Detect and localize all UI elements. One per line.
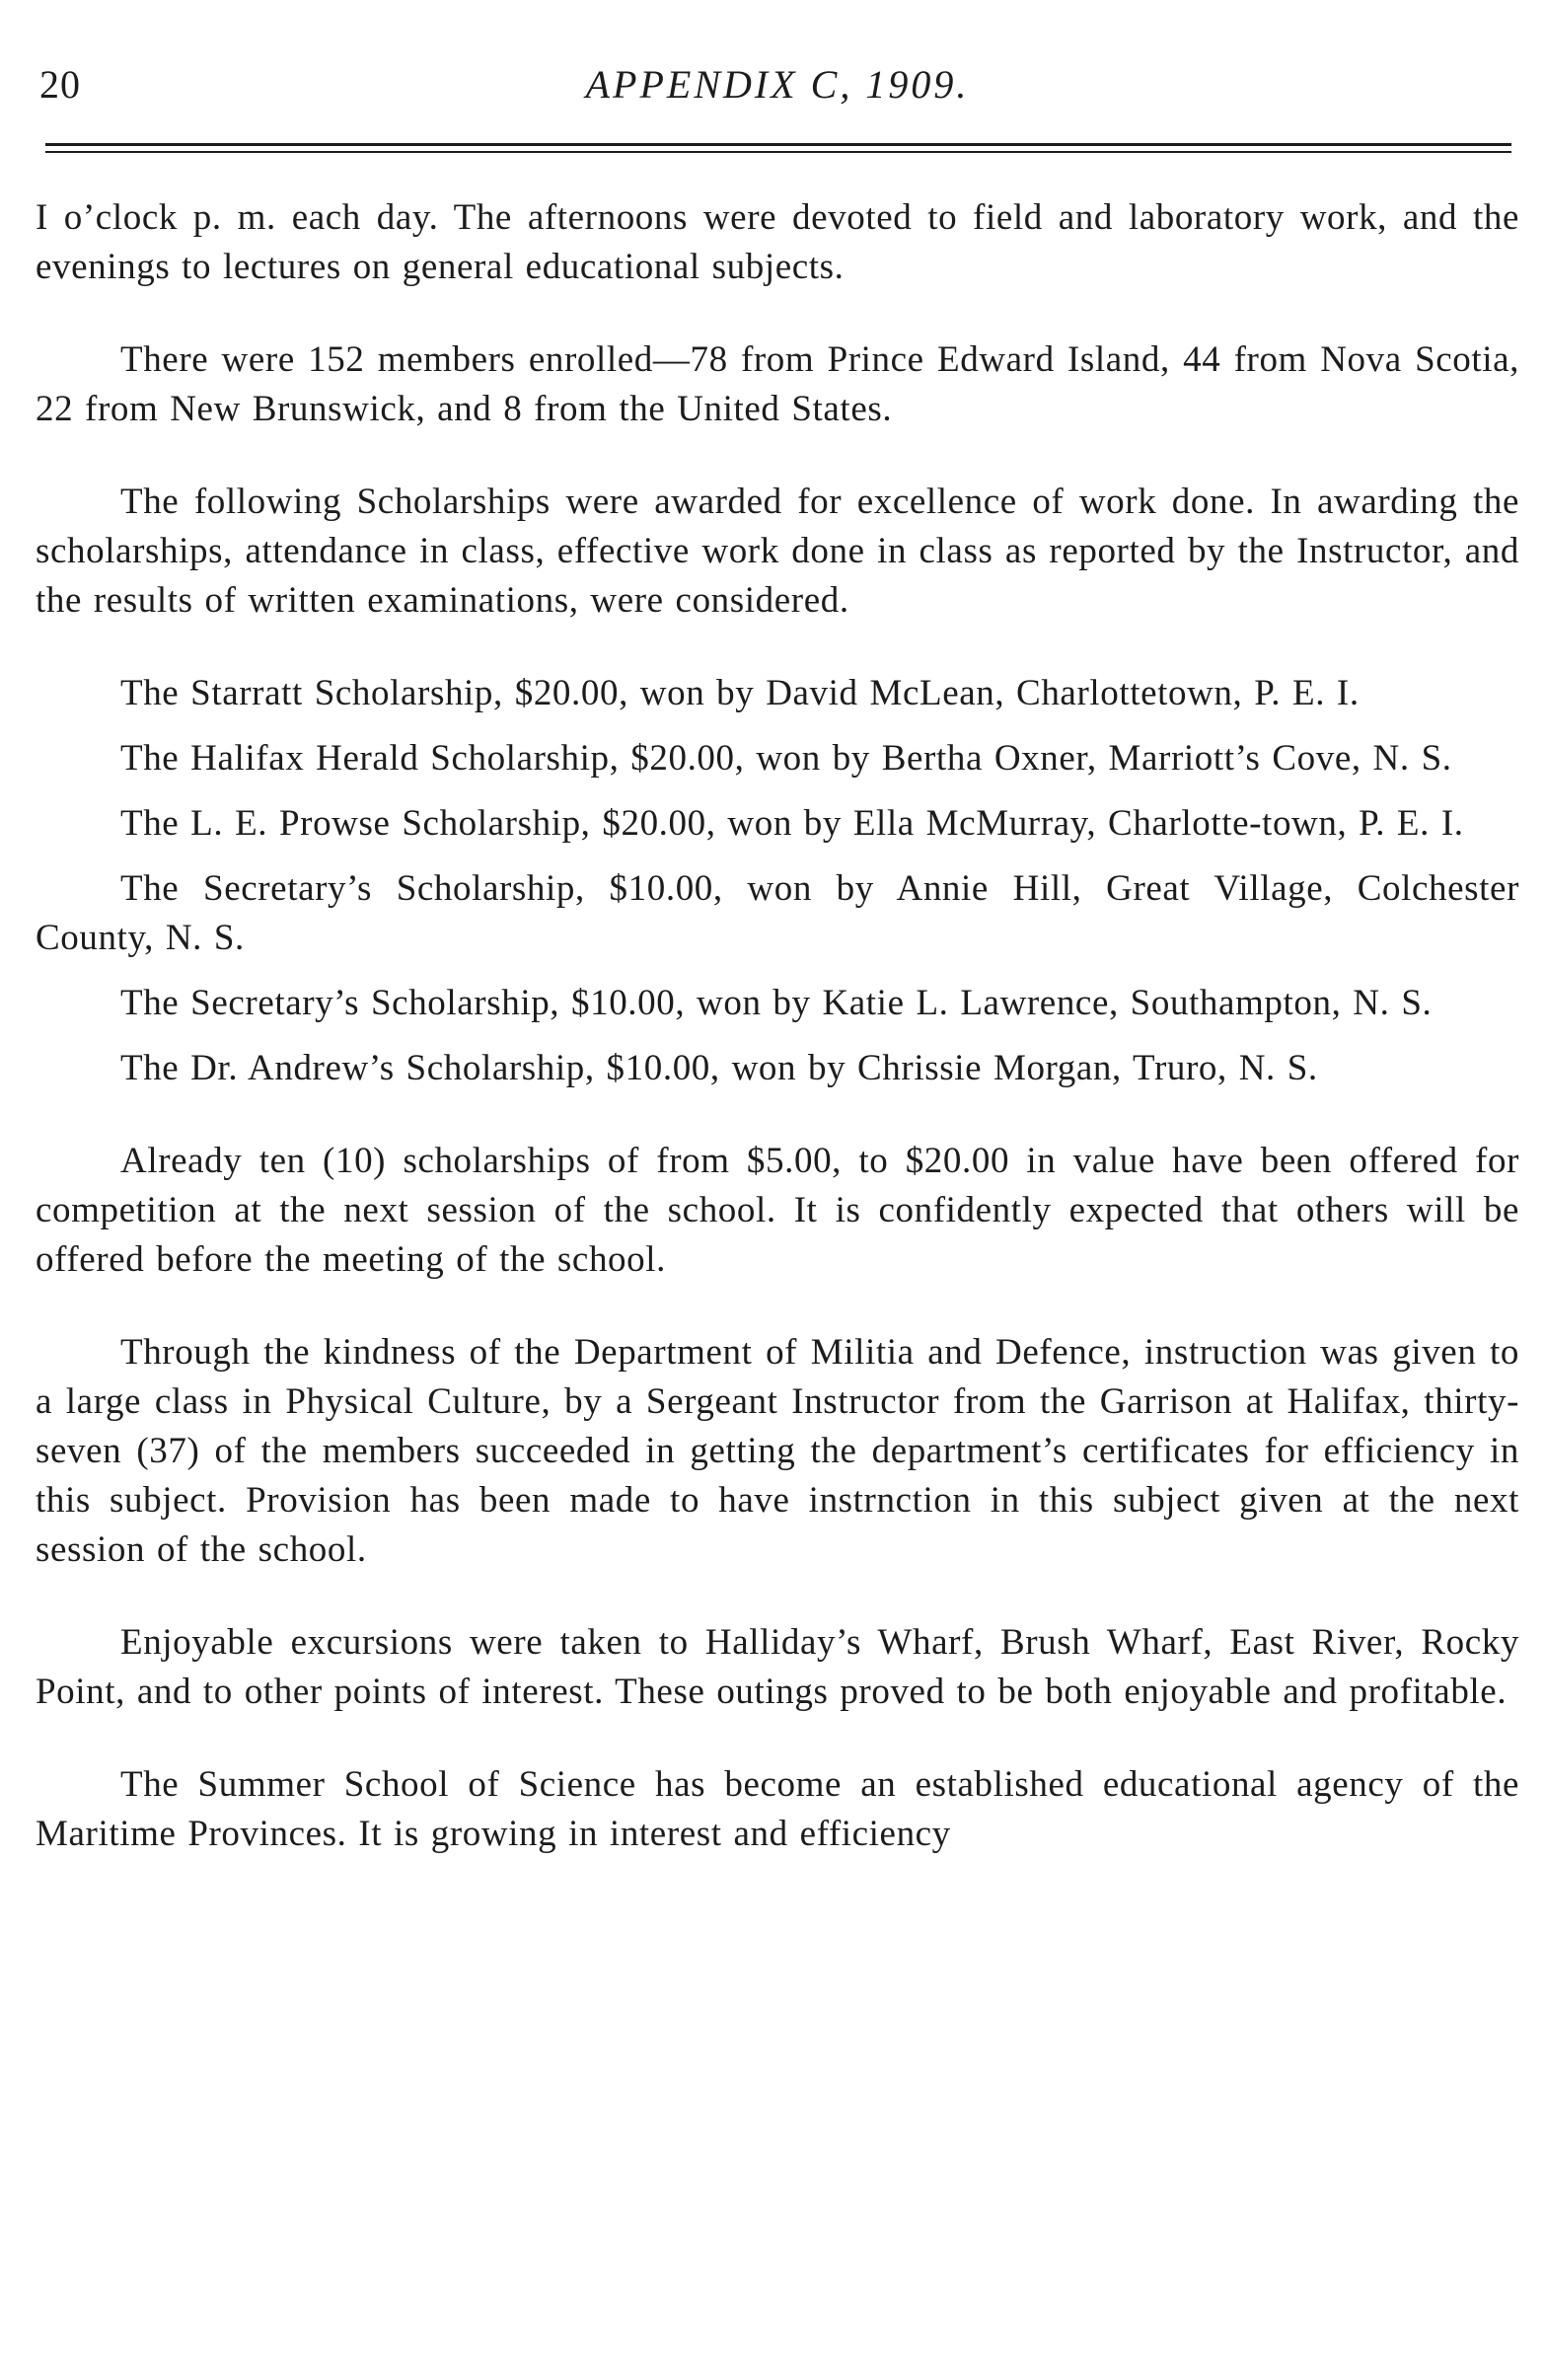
- scholarship-item-prowse: The L. E. Prowse Scholarship, $20.00, won by Ella McMurray, Charlotte-town, P. E. I.: [120, 803, 1464, 844]
- paragraph-enrollment: There were 152 members enrolled—78 from Prince Edward Island, 44 from Nova Scotia, 22 from New Brunswick, and 8 from the United States.: [36, 339, 1519, 429]
- page-header: [36, 61, 1519, 120]
- scholarship-item-starratt: The Starratt Scholarship, $20.00, won by David McLean, Charlottetown, P. E. I.: [120, 673, 1360, 713]
- paragraph-summer-school: The Summer School of Science has become an established educational agency of the Maritime Provinces. It is growing in interest and efficiency: [36, 1764, 1519, 1854]
- body-text: [36, 193, 1519, 1859]
- paragraph-physical-culture: Through the kindness of the Department of Militia and Defence, instruction was given to a large class in Physical Culture, by a Sergeant Instructor from the Garrison at Halifax, thirty-seven (37) of the members succeeded in getting the department’s certificates for efficiency in this subject. Provision has been made to have instrnction in this subject given at the next session of the school.: [36, 1332, 1519, 1570]
- paragraph-schedule: I o’clock p. m. each day. The afternoons were devoted to field and laboratory work, and the evenings to lectures on general educational subjects.: [36, 197, 1519, 287]
- header-rule-thin: [45, 151, 1511, 153]
- page-number: 20: [39, 62, 81, 107]
- paragraph-excursions: Enjoyable excursions were taken to Halliday’s Wharf, Brush Wharf, East River, Rocky Point, and to other points of interest. These outings proved to be both enjoyable and profitable.: [36, 1622, 1519, 1712]
- running-head: APPENDIX C, 1909.: [585, 62, 970, 107]
- scholarship-item-halifax-herald: The Halifax Herald Scholarship, $20.00, won by Bertha Oxner, Marriott’s Cove, N. S.: [120, 738, 1452, 779]
- scholarship-item-dr-andrews: The Dr. Andrew’s Scholarship, $10.00, won by Chrissie Morgan, Truro, N. S.: [120, 1048, 1318, 1088]
- header-rule-thick: [45, 143, 1511, 146]
- scholarship-item-secretary-hill: The Secretary’s Scholarship, $10.00, won by Annie Hill, Great Village, Colchester County, N. S.: [36, 868, 1519, 958]
- paragraph-future-scholarships: Already ten (10) scholarships of from $5.00, to $20.00 in value have been offered for competition at the next session of the school. It is confidently expected that others will be offered before the meeting of the school.: [36, 1141, 1519, 1280]
- scholarship-list: [36, 669, 1519, 1093]
- scholarship-item-secretary-lawrence: The Secretary’s Scholarship, $10.00, won by Katie L. Lawrence, Southampton, N. S.: [120, 983, 1433, 1023]
- paragraph-scholarship-criteria: The following Scholarships were awarded for excellence of work done. In awarding the scholarships, attendance in class, effective work done in class as reported by the Instructor, and the results of written examinations, were considered.: [36, 482, 1519, 621]
